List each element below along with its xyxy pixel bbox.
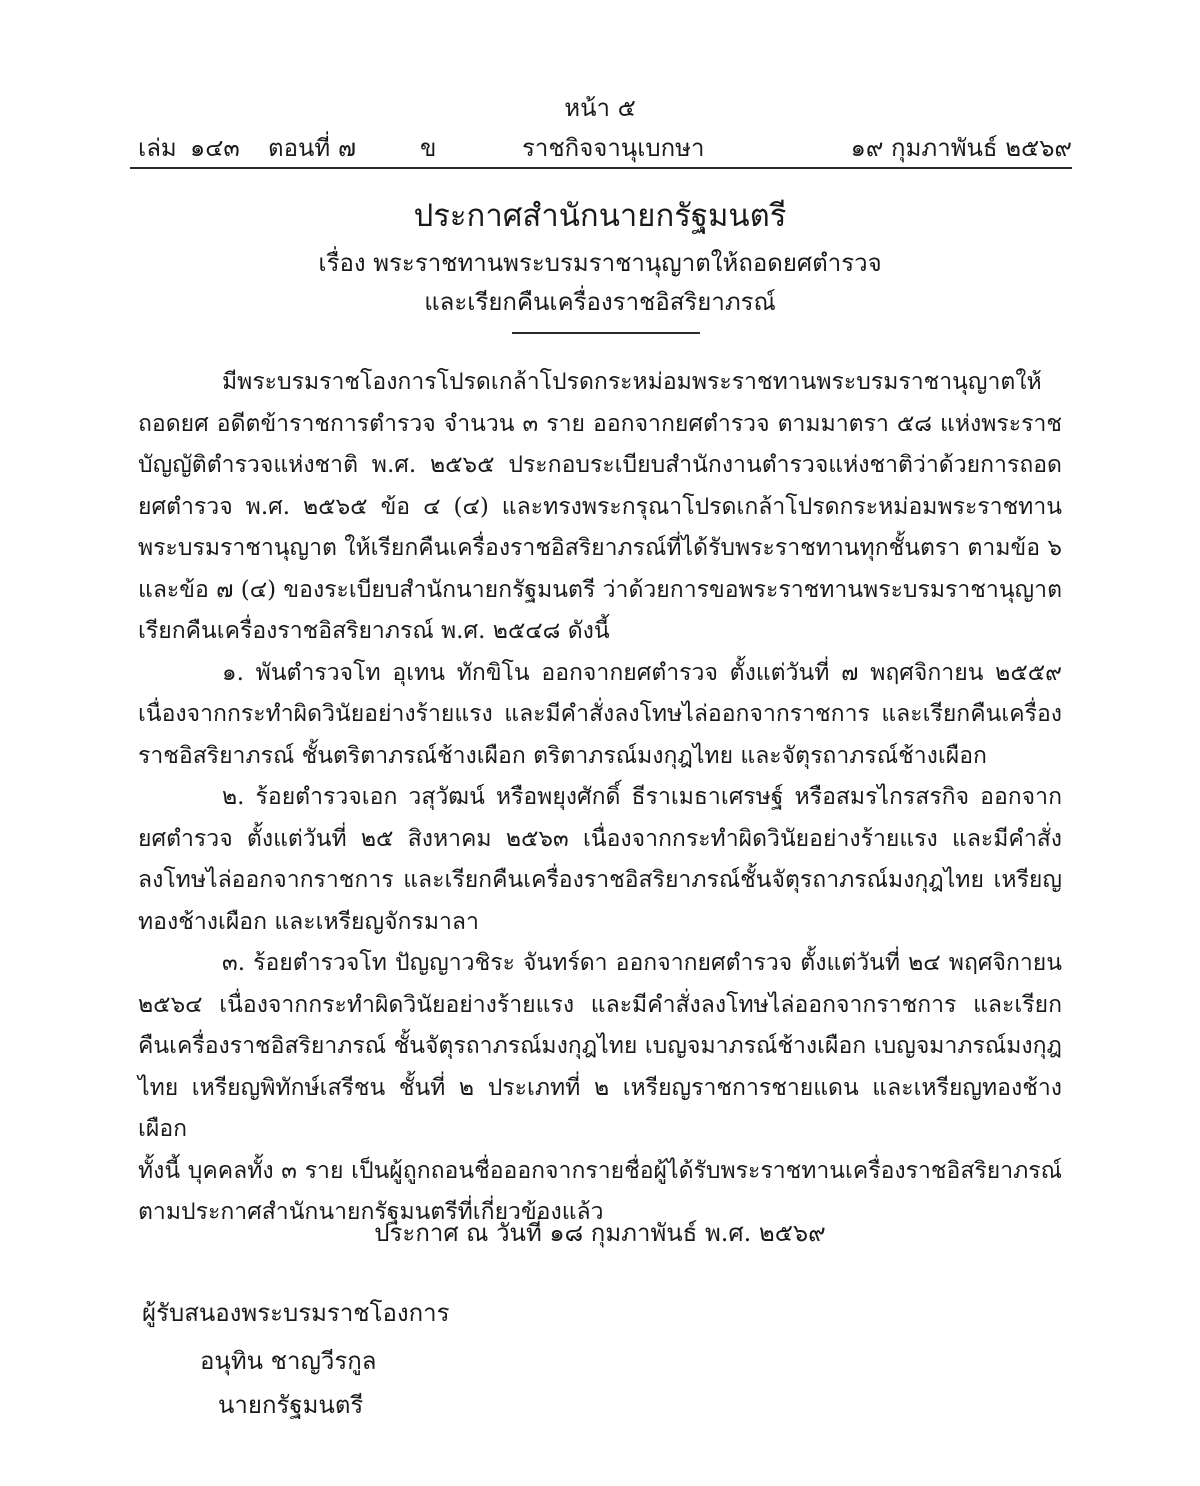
section-letter: ข [420,134,437,162]
volume-label: เล่ม [138,134,177,162]
countersign-role: ผู้รับสนองพระบรมราชโองการ [142,1299,450,1327]
item-1-paragraph: ๑. พันตำรวจโท อุเทน ทักขิโน ออกจากยศตำรวจ ตั้งแต่วันที่ ๗ พฤศจิกายน ๒๕๕๙ เนื่องจากกระทำผิดวินัยอย่างร้ายแรง และมีคำสั่งลงโทษไล่ออกจากราชการ และเรียกคืนเครื่องราชอิสริยาภรณ์ ชั้นตริตาภรณ์ช้างเผือก ตริตาภรณ์มงกุฎไทย และจัตุรถาภรณ์ช้างเผือก [138,659,1062,769]
gazette-name: ราชกิจจานุเบกษา [522,134,705,162]
subject-line-1: เรื่อง พระราชทานพระบรมราชานุญาตให้ถอดยศตำรวจ [318,249,882,277]
header-divider [130,167,1072,169]
item-3-paragraph: ๓. ร้อยตำรวจโท ปัญญาวชิระ จันทร์ดา ออกจากยศตำรวจ ตั้งแต่วันที่ ๒๔ พฤศจิกายน ๒๕๖๔ เนื่องจากกระทำผิดวินัยอย่างร้ายแรง และมีคำสั่งลงโทษไล่ออกจากราชการ และเรียกคืนเครื่องราชอิสริยาภรณ์ ชั้นจัตุรถาภรณ์มงกุฎไทย เบญจมาภรณ์ช้างเผือก เบญจมาภรณ์มงกุฎไทย เหรียญพิทักษ์เสรีชน ชั้นที่ ๒ ประเภทที่ ๒ เหรียญราชการชายแดน และเหรียญทองช้างเผือก [138,950,1062,1142]
signatory-title: นายกรัฐมนตรี [218,1391,364,1419]
closing-paragraph: ทั้งนี้ บุคคลทั้ง ๓ ราย เป็นผู้ถูกถอนชื่อออกจากรายชื่อผู้ได้รับพระราชทานเครื่องราชอิสริยาภรณ์ ตามประกาศสำนักนายกรัฐมนตรีที่เกี่ยวข้องแล้ว [138,1157,1062,1225]
proclamation-date: ประกาศ ณ วันที่ ๑๘ กุมภาพันธ์ พ.ศ. ๒๕๖๙ [374,1219,826,1247]
subject-line-2: และเรียกคืนเครื่องราชอิสริยาภรณ์ [424,288,776,316]
gazette-header [138,132,1072,166]
part-label: ตอนที่ [268,134,331,162]
title-divider [512,332,700,334]
intro-paragraph: มีพระบรมราชโองการโปรดเกล้าโปรดกระหม่อมพระราชทานพระบรมราชานุญาตให้ถอดยศ อดีตข้าราชการตำรวจ จำนวน ๓ ราย ออกจากยศตำรวจ ตามมาตรา ๕๘ แห่งพระราชบัญญัติตำรวจแห่งชาติ พ.ศ. ๒๕๖๕ ประกอบระเบียบสำนักงานตำรวจแห่งชาติว่าด้วยการถอดยศตำรวจ พ.ศ. ๒๕๖๕ ข้อ ๔ (๔) และทรงพระกรุณาโปรดเกล้าโปรดกระหม่อมพระราชทานพระบรมราชานุญาต ให้เรียกคืนเครื่องราชอิสริยาภรณ์ที่ได้รับพระราชทานทุกชั้นตรา ตามข้อ ๖ และข้อ ๗ (๔) ของระเบียบสำนักนายกรัฐมนตรี ว่าด้วยการขอพระราชทานพระบรมราชานุญาตเรียกคืนเครื่องราชอิสริยาภรณ์ พ.ศ. ๒๕๔๘ ดังนี้ [138,369,1062,644]
announcement-body [138,362,1062,1234]
item-2-paragraph: ๒. ร้อยตำรวจเอก วสุวัฒน์ หรือพยุงศักดิ์ ธีราเมธาเศรษฐ์ หรือสมรไกรสรกิจ ออกจากยศตำรวจ ตั้งแต่วันที่ ๒๕ สิงหาคม ๒๕๖๓ เนื่องจากกระทำผิดวินัยอย่างร้ายแรง และมีคำสั่งลงโทษไล่ออกจากราชการ และเรียกคืนเครื่องราชอิสริยาภรณ์ชั้นจัตุรถาภรณ์มงกุฎไทย เหรียญทองช้างเผือก และเหรียญจักรมาลา [138,784,1062,935]
volume-number: ๑๔๓ [190,134,240,162]
gazette-date: ๑๙ กุมภาพันธ์ ๒๕๖๙ [850,134,1072,162]
signatory-name: อนุทิน ชาญวีรกูล [200,1347,377,1375]
page-number: หน้า ๕ [564,94,636,122]
announcement-title: ประกาศสำนักนายกรัฐมนตรี [413,198,787,234]
part-number: ๗ [338,134,357,162]
